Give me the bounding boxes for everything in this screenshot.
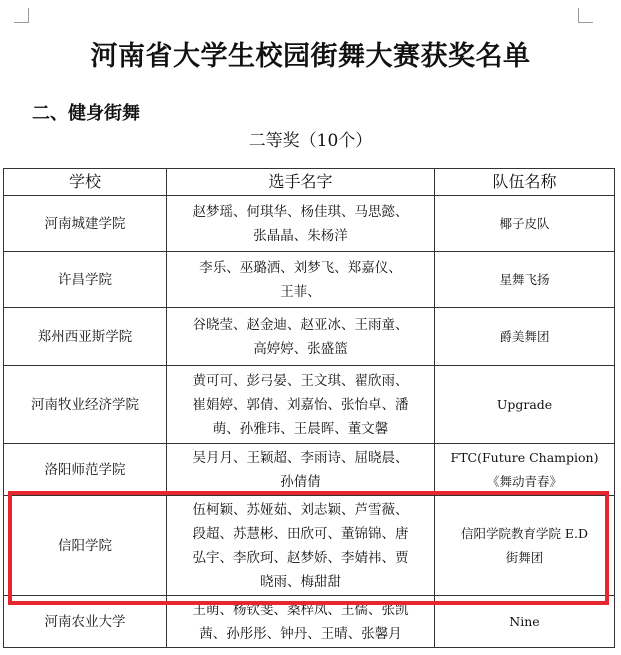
table-row <box>4 366 615 444</box>
players-line: 张晶晶、朱杨洋 <box>253 227 348 244</box>
players-line: 孙倩倩 <box>280 473 321 490</box>
players-cell <box>167 366 435 444</box>
players-cell <box>167 596 435 648</box>
players-line: 晓雨、梅甜甜 <box>260 573 341 590</box>
team-line: 椰子皮队 <box>499 215 550 231</box>
team-cell <box>435 444 615 496</box>
players-line: 黄可可、彭弓晏、王文琪、翟欣雨、 <box>192 372 409 389</box>
team-line: FTC(Future Champion) <box>450 449 599 465</box>
team-cell <box>435 496 615 596</box>
table-row <box>4 196 615 252</box>
players-cell <box>167 444 435 496</box>
players-line: 萌、孙雅玮、王晨晖、董文馨 <box>212 420 389 437</box>
school-cell: 许昌学院 <box>4 252 167 308</box>
team-line: 《舞动青春》 <box>486 473 562 489</box>
page-corner-mark-left <box>14 8 29 23</box>
players-cell <box>167 252 435 308</box>
team-line: 信阳学院教育学院 E.D <box>460 525 589 541</box>
players-line: 伍柯颖、苏娅茹、刘志颖、芦雪薇、 <box>192 501 409 518</box>
school-cell: 郑州西亚斯学院 <box>4 308 167 366</box>
team-cell <box>435 308 615 366</box>
school-cell: 信阳学院 <box>4 496 167 596</box>
page-corner-mark-right <box>578 8 593 23</box>
team-cell <box>435 252 615 308</box>
team-line: Upgrade <box>496 396 553 412</box>
team-cell <box>435 596 615 648</box>
players-line: 崔娟婷、郭倩、刘嘉怡、张怡卓、潘 <box>192 396 409 413</box>
school-cell: 洛阳师范学院 <box>4 444 167 496</box>
players-line: 王菲、 <box>280 283 321 300</box>
header-team: 队伍名称 <box>435 169 615 196</box>
team-line: 星舞飞扬 <box>499 271 550 287</box>
players-line: 李乐、巫璐洒、刘梦飞、郑嘉仪、 <box>199 259 402 276</box>
section-heading: 二、健身街舞 <box>32 103 140 124</box>
players-line: 赵梦瑶、何琪华、杨佳琪、马思懿、 <box>192 203 409 220</box>
players-cell <box>167 196 435 252</box>
players-line: 谷晓莹、赵金迪、赵亚冰、王雨童、 <box>192 316 409 333</box>
players-cell <box>167 496 435 596</box>
table-row <box>4 596 615 648</box>
players-cell <box>167 308 435 366</box>
winners-table <box>3 168 615 648</box>
award-level: 二等奖（10个） <box>248 131 373 151</box>
school-cell: 河南农业大学 <box>4 596 167 648</box>
table-row <box>4 444 615 496</box>
players-line: 弘宇、李欣珂、赵梦娇、李婧祎、贾 <box>192 549 409 566</box>
team-line: Nine <box>509 613 540 629</box>
players-line: 茜、孙彤彤、钟丹、王晴、张馨月 <box>199 625 402 642</box>
team-cell <box>435 196 615 252</box>
header-players: 选手名字 <box>167 169 435 196</box>
school-cell: 河南牧业经济学院 <box>4 366 167 444</box>
document-title: 河南省大学生校园街舞大赛获奖名单 <box>90 41 531 72</box>
school-cell: 河南城建学院 <box>4 196 167 252</box>
table-row <box>4 496 615 596</box>
team-line: 爵美舞团 <box>499 328 550 344</box>
table-row <box>4 308 615 366</box>
team-line: 街舞团 <box>505 549 544 565</box>
table-row <box>4 252 615 308</box>
players-line: 吴月月、王颖超、李雨诗、屈晓晨、 <box>192 449 409 466</box>
players-line: 段超、苏慧彬、田欣可、董锦锦、唐 <box>192 525 409 542</box>
players-line: 王萌、杨钦斐、桑梓凤、王儒、张凯 <box>192 601 409 618</box>
header-school: 学校 <box>4 169 167 196</box>
players-line: 高婷婷、张盛篮 <box>253 340 348 357</box>
team-cell <box>435 366 615 444</box>
table-header-row <box>4 169 615 196</box>
